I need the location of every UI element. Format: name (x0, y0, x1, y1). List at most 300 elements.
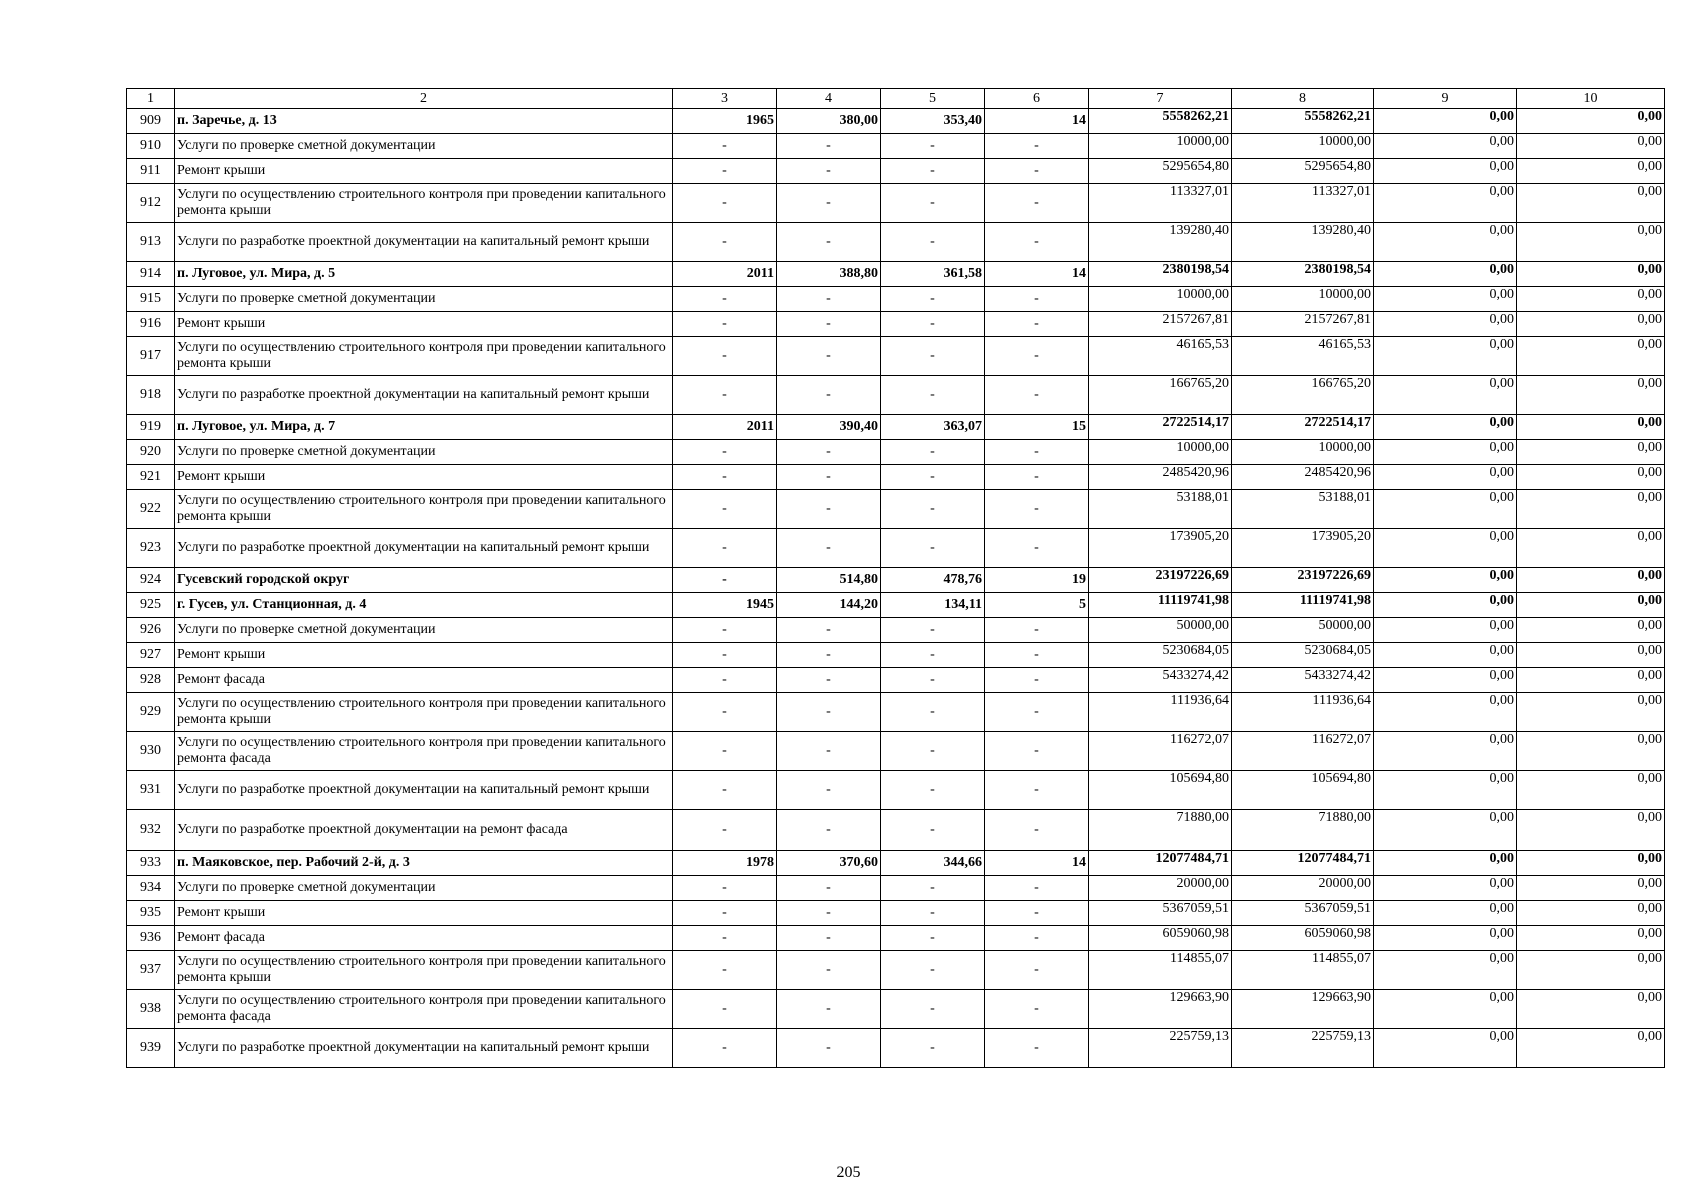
col8-cell: 139280,40 (1232, 223, 1374, 262)
col6-cell: - (985, 376, 1089, 415)
col9-cell: 0,00 (1374, 643, 1517, 668)
table-row (127, 465, 1665, 490)
col8-cell: 166765,20 (1232, 376, 1374, 415)
col7-cell: 11119741,98 (1089, 593, 1232, 618)
col8-cell: 105694,80 (1232, 771, 1374, 810)
col10-cell: 0,00 (1517, 262, 1665, 287)
col9-cell: 0,00 (1374, 668, 1517, 693)
col10-cell: 0,00 (1517, 337, 1665, 376)
col9-cell: 0,00 (1374, 693, 1517, 732)
col4-cell: - (777, 490, 881, 529)
col7-cell: 5433274,42 (1089, 668, 1232, 693)
col10-cell: 0,00 (1517, 184, 1665, 223)
table-row (127, 901, 1665, 926)
table-row (127, 134, 1665, 159)
col8-cell: 10000,00 (1232, 440, 1374, 465)
col9-cell: 0,00 (1374, 159, 1517, 184)
col5-cell: - (881, 440, 985, 465)
col3-cell: - (673, 529, 777, 568)
col4-cell: - (777, 771, 881, 810)
col10-cell: 0,00 (1517, 440, 1665, 465)
col5-cell: - (881, 990, 985, 1029)
col10-cell: 0,00 (1517, 415, 1665, 440)
table-row (127, 223, 1665, 262)
col4-cell: - (777, 643, 881, 668)
col6-cell: - (985, 951, 1089, 990)
col8-cell: 20000,00 (1232, 876, 1374, 901)
col7-cell: 129663,90 (1089, 990, 1232, 1029)
col8-cell: 5558262,21 (1232, 109, 1374, 134)
col5-cell: - (881, 465, 985, 490)
row-number-cell: 922 (127, 490, 175, 529)
row-number-cell: 915 (127, 287, 175, 312)
col10-cell: 0,00 (1517, 771, 1665, 810)
col5-cell: 361,58 (881, 262, 985, 287)
col8-cell: 50000,00 (1232, 618, 1374, 643)
col7-cell: 2380198,54 (1089, 262, 1232, 287)
col9-cell: 0,00 (1374, 184, 1517, 223)
col7-cell: 166765,20 (1089, 376, 1232, 415)
col6-cell: - (985, 990, 1089, 1029)
col3-cell: - (673, 490, 777, 529)
col5-cell: - (881, 159, 985, 184)
col5-cell: - (881, 618, 985, 643)
col5-cell: - (881, 337, 985, 376)
col4-cell: - (777, 287, 881, 312)
table-row (127, 618, 1665, 643)
col9-cell: 0,00 (1374, 851, 1517, 876)
table-row (127, 490, 1665, 529)
col10-cell: 0,00 (1517, 668, 1665, 693)
col7-cell: 50000,00 (1089, 618, 1232, 643)
column-header: 7 (1089, 89, 1232, 109)
row-number-cell: 911 (127, 159, 175, 184)
row-number-cell: 920 (127, 440, 175, 465)
col6-cell: - (985, 337, 1089, 376)
table-row (127, 568, 1665, 593)
col8-cell: 111936,64 (1232, 693, 1374, 732)
table-row (127, 771, 1665, 810)
col9-cell: 0,00 (1374, 223, 1517, 262)
col8-cell: 114855,07 (1232, 951, 1374, 990)
item-name-cell: п. Луговое, ул. Мира, д. 7 (175, 415, 673, 440)
column-header: 6 (985, 89, 1089, 109)
col6-cell: - (985, 184, 1089, 223)
item-name-cell: п. Маяковское, пер. Рабочий 2-й, д. 3 (175, 851, 673, 876)
table-row (127, 876, 1665, 901)
col9-cell: 0,00 (1374, 440, 1517, 465)
col6-cell: - (985, 618, 1089, 643)
row-number-cell: 917 (127, 337, 175, 376)
col7-cell: 12077484,71 (1089, 851, 1232, 876)
table-row (127, 593, 1665, 618)
table-row (127, 951, 1665, 990)
col9-cell: 0,00 (1374, 926, 1517, 951)
col5-cell: - (881, 693, 985, 732)
col7-cell: 23197226,69 (1089, 568, 1232, 593)
col9-cell: 0,00 (1374, 1029, 1517, 1068)
col7-cell: 113327,01 (1089, 184, 1232, 223)
column-header: 4 (777, 89, 881, 109)
row-number-cell: 929 (127, 693, 175, 732)
col9-cell: 0,00 (1374, 568, 1517, 593)
col10-cell: 0,00 (1517, 643, 1665, 668)
col7-cell: 5295654,80 (1089, 159, 1232, 184)
item-name-cell: Услуги по проверке сметной документации (175, 876, 673, 901)
item-name-cell: Услуги по проверке сметной документации (175, 618, 673, 643)
row-number-cell: 921 (127, 465, 175, 490)
col10-cell: 0,00 (1517, 223, 1665, 262)
col4-cell: - (777, 668, 881, 693)
col4-cell: - (777, 990, 881, 1029)
col10-cell: 0,00 (1517, 926, 1665, 951)
col3-cell: - (673, 159, 777, 184)
col10-cell: 0,00 (1517, 312, 1665, 337)
col9-cell: 0,00 (1374, 810, 1517, 851)
col6-cell: 15 (985, 415, 1089, 440)
col4-cell: - (777, 618, 881, 643)
item-name-cell: Услуги по разработке проектной документации на ремонт фасада (175, 810, 673, 851)
col10-cell: 0,00 (1517, 490, 1665, 529)
item-name-cell: Услуги по осуществлению строительного контроля при проведении капитального ремонта крыши (175, 951, 673, 990)
col6-cell: 19 (985, 568, 1089, 593)
col3-cell: - (673, 337, 777, 376)
col9-cell: 0,00 (1374, 312, 1517, 337)
col3-cell: - (673, 810, 777, 851)
col8-cell: 46165,53 (1232, 337, 1374, 376)
col9-cell: 0,00 (1374, 287, 1517, 312)
col6-cell: - (985, 876, 1089, 901)
item-name-cell: Ремонт фасада (175, 668, 673, 693)
col10-cell: 0,00 (1517, 618, 1665, 643)
col3-cell: 1945 (673, 593, 777, 618)
table-row (127, 184, 1665, 223)
table-row (127, 262, 1665, 287)
row-number-cell: 924 (127, 568, 175, 593)
item-name-cell: Ремонт крыши (175, 312, 673, 337)
col4-cell: - (777, 465, 881, 490)
col4-cell: - (777, 876, 881, 901)
item-name-cell: Услуги по проверке сметной документации (175, 134, 673, 159)
col3-cell: - (673, 618, 777, 643)
column-header: 2 (175, 89, 673, 109)
col9-cell: 0,00 (1374, 732, 1517, 771)
col3-cell: - (673, 287, 777, 312)
col5-cell: - (881, 732, 985, 771)
col7-cell: 5558262,21 (1089, 109, 1232, 134)
column-header: 10 (1517, 89, 1665, 109)
col3-cell: - (673, 465, 777, 490)
col7-cell: 225759,13 (1089, 1029, 1232, 1068)
col7-cell: 5230684,05 (1089, 643, 1232, 668)
col5-cell: 363,07 (881, 415, 985, 440)
col3-cell: - (673, 223, 777, 262)
col4-cell: - (777, 184, 881, 223)
table-row (127, 693, 1665, 732)
page-number: 205 (836, 1164, 861, 1181)
col8-cell: 5230684,05 (1232, 643, 1374, 668)
col7-cell: 20000,00 (1089, 876, 1232, 901)
col5-cell: - (881, 810, 985, 851)
col5-cell: 478,76 (881, 568, 985, 593)
col7-cell: 71880,00 (1089, 810, 1232, 851)
col3-cell: - (673, 926, 777, 951)
col6-cell: 14 (985, 109, 1089, 134)
col5-cell: - (881, 223, 985, 262)
col6-cell: - (985, 287, 1089, 312)
row-number-cell: 931 (127, 771, 175, 810)
col5-cell: - (881, 1029, 985, 1068)
table-row (127, 109, 1665, 134)
col6-cell: 14 (985, 262, 1089, 287)
col6-cell: - (985, 771, 1089, 810)
col9-cell: 0,00 (1374, 529, 1517, 568)
col5-cell: - (881, 951, 985, 990)
col6-cell: - (985, 529, 1089, 568)
col5-cell: - (881, 529, 985, 568)
table-row (127, 990, 1665, 1029)
row-number-cell: 913 (127, 223, 175, 262)
col5-cell: - (881, 490, 985, 529)
col6-cell: - (985, 810, 1089, 851)
item-name-cell: Услуги по осуществлению строительного контроля при проведении капитального ремонта фасада (175, 990, 673, 1029)
col5-cell: - (881, 312, 985, 337)
col7-cell: 173905,20 (1089, 529, 1232, 568)
item-name-cell: Услуги по разработке проектной документации на капитальный ремонт крыши (175, 376, 673, 415)
col5-cell: - (881, 134, 985, 159)
col4-cell: 514,80 (777, 568, 881, 593)
col10-cell: 0,00 (1517, 810, 1665, 851)
table-row (127, 732, 1665, 771)
row-number-cell: 925 (127, 593, 175, 618)
col8-cell: 10000,00 (1232, 134, 1374, 159)
item-name-cell: Услуги по осуществлению строительного контроля при проведении капитального ремонта крыши (175, 490, 673, 529)
col8-cell: 173905,20 (1232, 529, 1374, 568)
col5-cell: 353,40 (881, 109, 985, 134)
col8-cell: 225759,13 (1232, 1029, 1374, 1068)
col9-cell: 0,00 (1374, 262, 1517, 287)
col10-cell: 0,00 (1517, 465, 1665, 490)
col6-cell: - (985, 643, 1089, 668)
col4-cell: 380,00 (777, 109, 881, 134)
row-number-cell: 939 (127, 1029, 175, 1068)
item-name-cell: п. Луговое, ул. Мира, д. 5 (175, 262, 673, 287)
col4-cell: - (777, 901, 881, 926)
row-number-cell: 933 (127, 851, 175, 876)
col3-cell: - (673, 568, 777, 593)
col4-cell: 144,20 (777, 593, 881, 618)
col10-cell: 0,00 (1517, 529, 1665, 568)
col9-cell: 0,00 (1374, 876, 1517, 901)
col8-cell: 2722514,17 (1232, 415, 1374, 440)
table-row (127, 851, 1665, 876)
col4-cell: 370,60 (777, 851, 881, 876)
col4-cell: - (777, 440, 881, 465)
col9-cell: 0,00 (1374, 415, 1517, 440)
table-row (127, 287, 1665, 312)
col4-cell: - (777, 312, 881, 337)
item-name-cell: п. Заречье, д. 13 (175, 109, 673, 134)
item-name-cell: Услуги по разработке проектной документации на капитальный ремонт крыши (175, 223, 673, 262)
col6-cell: - (985, 159, 1089, 184)
col3-cell: 1978 (673, 851, 777, 876)
col9-cell: 0,00 (1374, 465, 1517, 490)
col10-cell: 0,00 (1517, 732, 1665, 771)
item-name-cell: Ремонт крыши (175, 643, 673, 668)
row-number-cell: 930 (127, 732, 175, 771)
col8-cell: 116272,07 (1232, 732, 1374, 771)
row-number-cell: 909 (127, 109, 175, 134)
row-number-cell: 923 (127, 529, 175, 568)
col7-cell: 10000,00 (1089, 134, 1232, 159)
table-row (127, 810, 1665, 851)
column-header: 3 (673, 89, 777, 109)
col4-cell: - (777, 926, 881, 951)
col3-cell: - (673, 643, 777, 668)
col8-cell: 2380198,54 (1232, 262, 1374, 287)
col8-cell: 5295654,80 (1232, 159, 1374, 184)
col9-cell: 0,00 (1374, 490, 1517, 529)
col10-cell: 0,00 (1517, 1029, 1665, 1068)
col7-cell: 5367059,51 (1089, 901, 1232, 926)
table-row (127, 312, 1665, 337)
item-name-cell: Ремонт крыши (175, 901, 673, 926)
col7-cell: 139280,40 (1089, 223, 1232, 262)
item-name-cell: Услуги по осуществлению строительного контроля при проведении капитального ремонта крыши (175, 337, 673, 376)
col3-cell: - (673, 693, 777, 732)
col5-cell: - (881, 643, 985, 668)
col10-cell: 0,00 (1517, 951, 1665, 990)
item-name-cell: Услуги по разработке проектной документации на капитальный ремонт крыши (175, 529, 673, 568)
col3-cell: - (673, 668, 777, 693)
col9-cell: 0,00 (1374, 951, 1517, 990)
col10-cell: 0,00 (1517, 376, 1665, 415)
col4-cell: - (777, 337, 881, 376)
col4-cell: 388,80 (777, 262, 881, 287)
col6-cell: - (985, 693, 1089, 732)
col7-cell: 53188,01 (1089, 490, 1232, 529)
col9-cell: 0,00 (1374, 771, 1517, 810)
col10-cell: 0,00 (1517, 287, 1665, 312)
table-row (127, 415, 1665, 440)
col4-cell: - (777, 693, 881, 732)
row-number-cell: 910 (127, 134, 175, 159)
column-header: 8 (1232, 89, 1374, 109)
col6-cell: - (985, 223, 1089, 262)
col6-cell: - (985, 134, 1089, 159)
col3-cell: 1965 (673, 109, 777, 134)
col7-cell: 111936,64 (1089, 693, 1232, 732)
item-name-cell: Услуги по осуществлению строительного контроля при проведении капитального ремонта крыши (175, 693, 673, 732)
col8-cell: 53188,01 (1232, 490, 1374, 529)
col3-cell: - (673, 732, 777, 771)
col10-cell: 0,00 (1517, 990, 1665, 1029)
row-number-cell: 919 (127, 415, 175, 440)
col5-cell: - (881, 771, 985, 810)
col3-cell: - (673, 901, 777, 926)
col4-cell: - (777, 951, 881, 990)
item-name-cell: г. Гусев, ул. Станционная, д. 4 (175, 593, 673, 618)
row-number-cell: 914 (127, 262, 175, 287)
col9-cell: 0,00 (1374, 901, 1517, 926)
col10-cell: 0,00 (1517, 568, 1665, 593)
col7-cell: 10000,00 (1089, 287, 1232, 312)
col7-cell: 2722514,17 (1089, 415, 1232, 440)
col6-cell: - (985, 668, 1089, 693)
col9-cell: 0,00 (1374, 337, 1517, 376)
row-number-cell: 935 (127, 901, 175, 926)
col8-cell: 2157267,81 (1232, 312, 1374, 337)
col6-cell: - (985, 490, 1089, 529)
col9-cell: 0,00 (1374, 376, 1517, 415)
col3-cell: 2011 (673, 262, 777, 287)
col3-cell: - (673, 951, 777, 990)
col4-cell: - (777, 159, 881, 184)
column-header: 1 (127, 89, 175, 109)
row-number-cell: 927 (127, 643, 175, 668)
row-number-cell: 934 (127, 876, 175, 901)
row-number-cell: 912 (127, 184, 175, 223)
col7-cell: 46165,53 (1089, 337, 1232, 376)
col5-cell: - (881, 184, 985, 223)
col4-cell: - (777, 134, 881, 159)
col3-cell: - (673, 376, 777, 415)
col3-cell: - (673, 771, 777, 810)
col9-cell: 0,00 (1374, 134, 1517, 159)
col4-cell: - (777, 529, 881, 568)
col5-cell: - (881, 876, 985, 901)
col7-cell: 114855,07 (1089, 951, 1232, 990)
table-row (127, 643, 1665, 668)
table-row (127, 1029, 1665, 1068)
col8-cell: 2485420,96 (1232, 465, 1374, 490)
col7-cell: 6059060,98 (1089, 926, 1232, 951)
col8-cell: 12077484,71 (1232, 851, 1374, 876)
item-name-cell: Услуги по проверке сметной документации (175, 440, 673, 465)
col10-cell: 0,00 (1517, 109, 1665, 134)
table-row (127, 376, 1665, 415)
col5-cell: 344,66 (881, 851, 985, 876)
table-row (127, 668, 1665, 693)
item-name-cell: Ремонт крыши (175, 465, 673, 490)
col6-cell: 14 (985, 851, 1089, 876)
col3-cell: - (673, 1029, 777, 1068)
col9-cell: 0,00 (1374, 109, 1517, 134)
col7-cell: 2485420,96 (1089, 465, 1232, 490)
col3-cell: - (673, 876, 777, 901)
col6-cell: - (985, 312, 1089, 337)
col8-cell: 11119741,98 (1232, 593, 1374, 618)
column-header: 9 (1374, 89, 1517, 109)
col3-cell: - (673, 184, 777, 223)
row-number-cell: 918 (127, 376, 175, 415)
row-number-cell: 916 (127, 312, 175, 337)
col5-cell: 134,11 (881, 593, 985, 618)
col5-cell: - (881, 376, 985, 415)
col10-cell: 0,00 (1517, 851, 1665, 876)
col10-cell: 0,00 (1517, 693, 1665, 732)
col8-cell: 5433274,42 (1232, 668, 1374, 693)
data-table (126, 88, 1665, 1068)
col8-cell: 5367059,51 (1232, 901, 1374, 926)
col3-cell: - (673, 990, 777, 1029)
col6-cell: - (985, 732, 1089, 771)
col9-cell: 0,00 (1374, 593, 1517, 618)
row-number-cell: 938 (127, 990, 175, 1029)
col8-cell: 71880,00 (1232, 810, 1374, 851)
col10-cell: 0,00 (1517, 901, 1665, 926)
col3-cell: - (673, 312, 777, 337)
